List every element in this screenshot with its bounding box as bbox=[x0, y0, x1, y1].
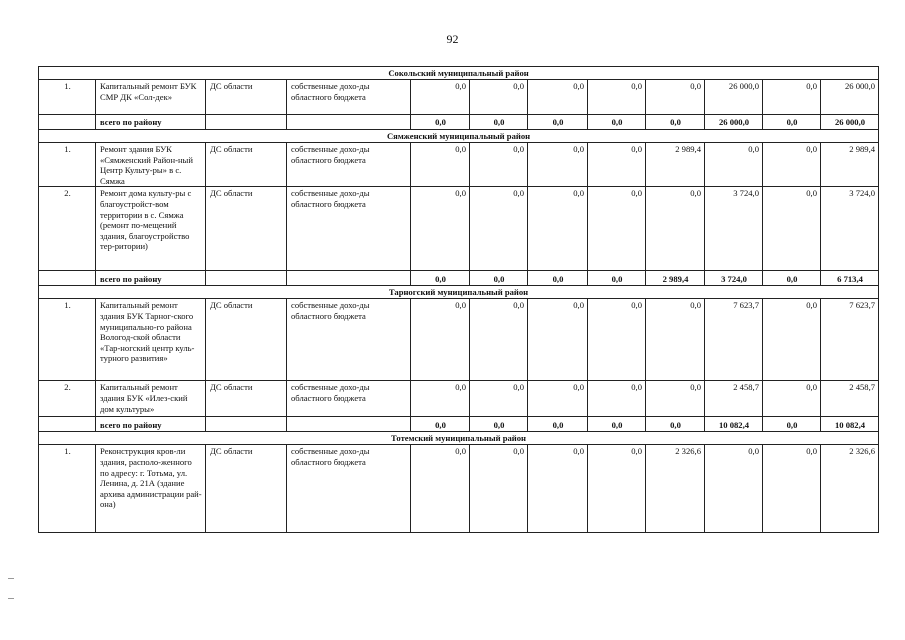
total-amount-cell: 26 000,0 bbox=[821, 115, 879, 130]
amount-cell: 0,0 bbox=[588, 299, 646, 381]
funding-source-cell: собственные дохо-ды областного бюджета bbox=[287, 80, 411, 115]
amount-cell: 0,0 bbox=[528, 381, 588, 417]
total-amount-cell: 0,0 bbox=[528, 417, 588, 432]
amount-cell: 0,0 bbox=[470, 143, 528, 187]
amount-cell: 2 326,6 bbox=[821, 445, 879, 533]
district-header-row bbox=[39, 286, 879, 299]
customer-cell: ДС области bbox=[206, 445, 287, 533]
amount-cell: 0,0 bbox=[763, 445, 821, 533]
amount-cell: 26 000,0 bbox=[705, 80, 763, 115]
district-title: Сокольский муниципальный район bbox=[39, 67, 879, 80]
amount-cell: 0,0 bbox=[763, 187, 821, 271]
district-header-row bbox=[39, 130, 879, 143]
customer-cell: ДС области bbox=[206, 187, 287, 271]
customer-cell: ДС области bbox=[206, 80, 287, 115]
row-number: 1. bbox=[39, 80, 96, 115]
total-label: всего по району bbox=[96, 417, 206, 432]
total-amount-cell: 0,0 bbox=[528, 115, 588, 130]
amount-cell: 0,0 bbox=[528, 299, 588, 381]
district-total-row bbox=[39, 271, 879, 286]
district-total-row bbox=[39, 417, 879, 432]
amount-cell: 0,0 bbox=[646, 187, 705, 271]
amount-cell: 0,0 bbox=[411, 445, 470, 533]
district-title: Тотемский муниципальный район bbox=[39, 432, 879, 445]
amount-cell: 0,0 bbox=[470, 187, 528, 271]
row-number: 2. bbox=[39, 187, 96, 271]
amount-cell: 0,0 bbox=[470, 445, 528, 533]
total-amount-cell: 26 000,0 bbox=[705, 115, 763, 130]
amount-cell: 0,0 bbox=[705, 445, 763, 533]
total-amount-cell: 0,0 bbox=[646, 417, 705, 432]
amount-cell: 0,0 bbox=[411, 381, 470, 417]
object-name-cell: Реконструкция кров-ли здания, располо-женного по адресу: г. Тотьма, ул. Ленина, д. 21А (здание архива администрации рай-она) bbox=[96, 445, 206, 533]
empty-cell bbox=[287, 417, 411, 432]
amount-cell: 7 623,7 bbox=[821, 299, 879, 381]
amount-cell: 0,0 bbox=[588, 143, 646, 187]
district-header-row bbox=[39, 432, 879, 445]
row-number: 1. bbox=[39, 299, 96, 381]
margin-mark bbox=[8, 598, 14, 599]
total-amount-cell: 6 713,4 bbox=[821, 271, 879, 286]
amount-cell: 0,0 bbox=[470, 299, 528, 381]
object-name-cell: Капитальный ремонт здания БУК Тарног-ского муниципально-го района Вологод-ской области «Тар-ногский центр куль-турного развития» bbox=[96, 299, 206, 381]
table-row bbox=[39, 187, 879, 271]
empty-cell bbox=[39, 115, 96, 130]
amount-cell: 0,0 bbox=[470, 381, 528, 417]
amount-cell: 0,0 bbox=[588, 381, 646, 417]
total-amount-cell: 0,0 bbox=[470, 115, 528, 130]
amount-cell: 0,0 bbox=[411, 143, 470, 187]
total-amount-cell: 0,0 bbox=[763, 417, 821, 432]
amount-cell: 0,0 bbox=[528, 187, 588, 271]
amount-cell: 0,0 bbox=[763, 143, 821, 187]
total-amount-cell: 0,0 bbox=[411, 271, 470, 286]
margin-mark bbox=[8, 578, 14, 579]
total-amount-cell: 0,0 bbox=[470, 271, 528, 286]
total-label: всего по району bbox=[96, 115, 206, 130]
row-number: 1. bbox=[39, 445, 96, 533]
empty-cell bbox=[287, 271, 411, 286]
amount-cell: 26 000,0 bbox=[821, 80, 879, 115]
object-name-cell: Ремонт дома культу-ры с благоустройст-вом территории в с. Сямжа (ремонт по-мещений здания, благоустройство тер-ритории) bbox=[96, 187, 206, 271]
customer-cell: ДС области bbox=[206, 381, 287, 417]
table-row bbox=[39, 381, 879, 417]
amount-cell: 0,0 bbox=[411, 187, 470, 271]
table-row bbox=[39, 445, 879, 533]
amount-cell: 2 989,4 bbox=[646, 143, 705, 187]
table-row bbox=[39, 80, 879, 115]
district-title: Сямженский муниципальный район bbox=[39, 130, 879, 143]
district-header-row bbox=[39, 67, 879, 80]
amount-cell: 0,0 bbox=[646, 80, 705, 115]
amount-cell: 0,0 bbox=[588, 187, 646, 271]
funding-source-cell: собственные дохо-ды областного бюджета bbox=[287, 381, 411, 417]
amount-cell: 0,0 bbox=[763, 299, 821, 381]
funding-source-cell: собственные дохо-ды областного бюджета bbox=[287, 445, 411, 533]
total-amount-cell: 0,0 bbox=[411, 115, 470, 130]
amount-cell: 0,0 bbox=[763, 381, 821, 417]
funding-source-cell: собственные дохо-ды областного бюджета bbox=[287, 187, 411, 271]
budget-table bbox=[38, 66, 879, 533]
page-number: 92 bbox=[446, 32, 459, 46]
row-number: 2. bbox=[39, 381, 96, 417]
empty-cell bbox=[287, 115, 411, 130]
amount-cell: 2 989,4 bbox=[821, 143, 879, 187]
total-amount-cell: 0,0 bbox=[646, 115, 705, 130]
district-total-row bbox=[39, 115, 879, 130]
amount-cell: 2 458,7 bbox=[821, 381, 879, 417]
object-name-cell: Ремонт здания БУК «Сямженский Район-ный Центр Культу-ры» в с. Сямжа bbox=[96, 143, 206, 187]
total-amount-cell: 0,0 bbox=[763, 271, 821, 286]
funding-source-cell: собственные дохо-ды областного бюджета bbox=[287, 143, 411, 187]
amount-cell: 0,0 bbox=[646, 381, 705, 417]
amount-cell: 0,0 bbox=[763, 80, 821, 115]
row-number: 1. bbox=[39, 143, 96, 187]
amount-cell: 2 458,7 bbox=[705, 381, 763, 417]
amount-cell: 0,0 bbox=[646, 299, 705, 381]
total-label: всего по району bbox=[96, 271, 206, 286]
total-amount-cell: 10 082,4 bbox=[821, 417, 879, 432]
table-row bbox=[39, 299, 879, 381]
total-amount-cell: 0,0 bbox=[763, 115, 821, 130]
total-amount-cell: 0,0 bbox=[411, 417, 470, 432]
district-title: Тарногский муниципальный район bbox=[39, 286, 879, 299]
total-amount-cell: 0,0 bbox=[588, 115, 646, 130]
customer-cell: ДС области bbox=[206, 299, 287, 381]
empty-cell bbox=[206, 115, 287, 130]
amount-cell: 0,0 bbox=[588, 445, 646, 533]
total-amount-cell: 0,0 bbox=[588, 271, 646, 286]
object-name-cell: Капитальный ремонт БУК СМР ДК «Сол-дек» bbox=[96, 80, 206, 115]
funding-source-cell: собственные дохо-ды областного бюджета bbox=[287, 299, 411, 381]
total-amount-cell: 0,0 bbox=[588, 417, 646, 432]
total-amount-cell: 2 989,4 bbox=[646, 271, 705, 286]
empty-cell bbox=[39, 271, 96, 286]
amount-cell: 3 724,0 bbox=[705, 187, 763, 271]
amount-cell: 0,0 bbox=[411, 299, 470, 381]
amount-cell: 0,0 bbox=[705, 143, 763, 187]
total-amount-cell: 0,0 bbox=[470, 417, 528, 432]
amount-cell: 2 326,6 bbox=[646, 445, 705, 533]
amount-cell: 0,0 bbox=[528, 143, 588, 187]
customer-cell: ДС области bbox=[206, 143, 287, 187]
empty-cell bbox=[206, 271, 287, 286]
total-amount-cell: 10 082,4 bbox=[705, 417, 763, 432]
empty-cell bbox=[39, 417, 96, 432]
total-amount-cell: 3 724,0 bbox=[705, 271, 763, 286]
amount-cell: 0,0 bbox=[528, 445, 588, 533]
empty-cell bbox=[206, 417, 287, 432]
amount-cell: 7 623,7 bbox=[705, 299, 763, 381]
amount-cell: 0,0 bbox=[411, 80, 470, 115]
total-amount-cell: 0,0 bbox=[528, 271, 588, 286]
amount-cell: 0,0 bbox=[470, 80, 528, 115]
object-name-cell: Капитальный ремонт здания БУК «Илез-ский дом культуры» bbox=[96, 381, 206, 417]
amount-cell: 3 724,0 bbox=[821, 187, 879, 271]
amount-cell: 0,0 bbox=[528, 80, 588, 115]
amount-cell: 0,0 bbox=[588, 80, 646, 115]
table-row bbox=[39, 143, 879, 187]
